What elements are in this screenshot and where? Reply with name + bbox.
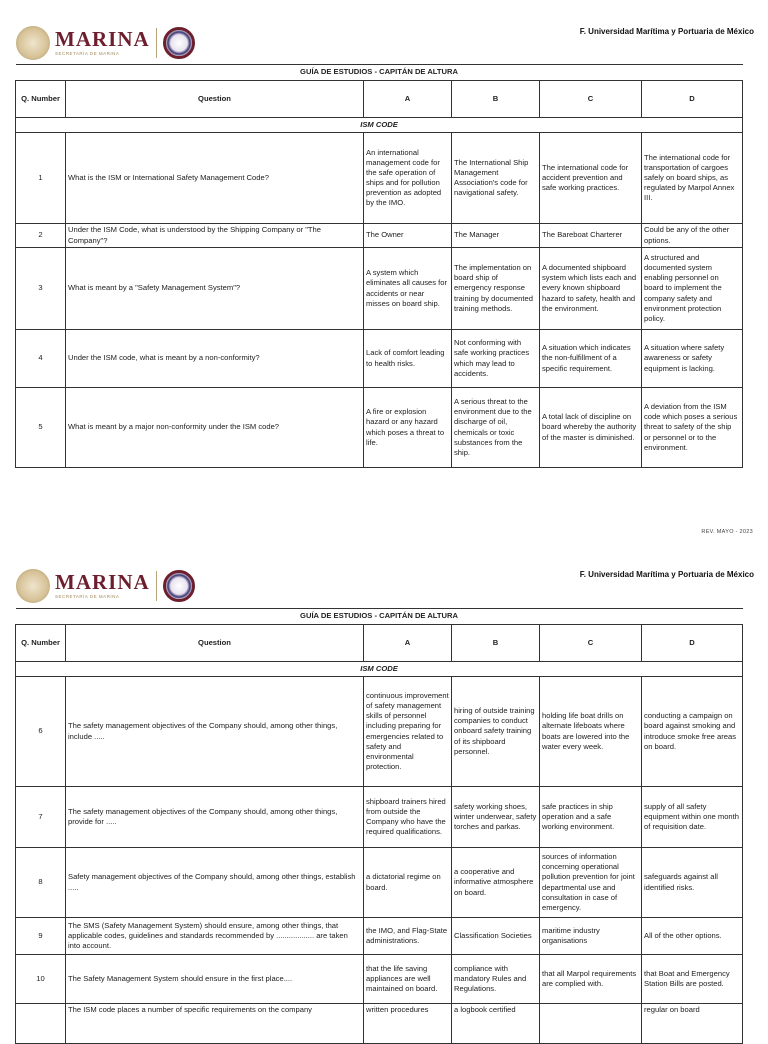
question-number: 6 <box>16 677 66 787</box>
table-row <box>16 330 743 388</box>
option-a: shipboard trainers hired from outside the Company who have the required qualifications. <box>364 787 452 848</box>
logo-divider <box>156 571 157 601</box>
option-b: compliance with mandatory Rules and Regulations. <box>452 955 540 1004</box>
question-number: 2 <box>16 224 66 248</box>
question-number: 9 <box>16 918 66 955</box>
option-c: safe practices in ship operation and a safe working environment. <box>540 787 642 848</box>
option-b: Classification Societies <box>452 918 540 955</box>
question-text: The Safety Management System should ensure in the first place.... <box>66 955 364 1004</box>
option-c: The international code for accident prevention and safe working practices. <box>540 133 642 224</box>
question-text: What is meant by a major non-conformity under the ISM code? <box>66 388 364 468</box>
option-a: A system which eliminates all causes for accidents or near misses on board ship. <box>364 248 452 330</box>
option-a: A fire or explosion hazard or any hazard which poses a threat to life. <box>364 388 452 468</box>
question-text: Safety management objectives of the Company should, among other things, establish ..... <box>66 848 364 918</box>
brand-subtitle: SECRETARÍA DE MARINA <box>55 51 120 57</box>
col-header-qnumber: Q. Number <box>16 625 66 662</box>
option-c: A total lack of discipline on board whereby the authority of the master is diminished. <box>540 388 642 468</box>
table-row <box>16 248 743 330</box>
table-title: GUÍA DE ESTUDIOS - CAPITÁN DE ALTURA <box>16 609 743 625</box>
table-row <box>16 224 743 248</box>
option-d: that Boat and Emergency Station Bills are posted. <box>642 955 743 1004</box>
option-c: sources of information concerning operational pollution prevention for joint departmental use and consultation in case of emergency. <box>540 848 642 918</box>
study-guide-table <box>15 608 743 1044</box>
option-c: that all Marpol requirements are complied with. <box>540 955 642 1004</box>
table-row <box>16 677 743 787</box>
page-header <box>0 0 768 58</box>
option-c: A situation which indicates the non-fulfillment of a specific requirement. <box>540 330 642 388</box>
table-row <box>16 787 743 848</box>
option-a: a dictatorial regime on board. <box>364 848 452 918</box>
col-header-question: Question <box>66 81 364 118</box>
marina-logo <box>16 569 195 603</box>
question-number: 5 <box>16 388 66 468</box>
option-b: a cooperative and informative atmosphere on board. <box>452 848 540 918</box>
option-d: regular on board <box>642 1004 743 1044</box>
question-text: What is meant by a "Safety Management System"? <box>66 248 364 330</box>
option-a: The Owner <box>364 224 452 248</box>
university-emblem-icon <box>163 570 195 602</box>
logo-divider <box>156 28 157 58</box>
option-b: The Manager <box>452 224 540 248</box>
university-name: F. Universidad Marítima y Portuaria de México <box>579 27 754 36</box>
eagle-seal-icon <box>16 26 50 60</box>
table-row <box>16 133 743 224</box>
option-a: the IMO, and Flag-State administrations. <box>364 918 452 955</box>
option-c: A documented shipboard system which lists each and every known shipboard hazard to safety, health and the environment. <box>540 248 642 330</box>
option-a: continuous improvement of safety management skills of personnel including preparing for emergencies related to safety and environmental protection. <box>364 677 452 787</box>
option-d: conducting a campaign on board against smoking and introduce smoke free areas on board. <box>642 677 743 787</box>
document-page-2 <box>0 543 768 1024</box>
table-row <box>16 955 743 1004</box>
col-header-b: B <box>452 81 540 118</box>
revision-note: REV. MAYO - 2023 <box>701 529 753 535</box>
option-b: The International Ship Management Association's code for navigational safety. <box>452 133 540 224</box>
table-title: GUÍA DE ESTUDIOS - CAPITÁN DE ALTURA <box>16 65 743 81</box>
col-header-b: B <box>452 625 540 662</box>
question-number: 4 <box>16 330 66 388</box>
question-number: 7 <box>16 787 66 848</box>
col-header-a: A <box>364 81 452 118</box>
option-d: A situation where safety awareness or safety equipment is lacking. <box>642 330 743 388</box>
brand-subtitle: SECRETARÍA DE MARINA <box>55 594 120 600</box>
option-b: The implementation on board ship of emergency response training by documented training methods. <box>452 248 540 330</box>
option-b: a logbook certified <box>452 1004 540 1044</box>
option-a: written procedures <box>364 1004 452 1044</box>
question-text: The safety management objectives of the Company should, among other things, include ..... <box>66 677 364 787</box>
option-a: An international management code for the safe operation of ships and for pollution prevention as adopted by the IMO. <box>364 133 452 224</box>
question-text: Under the ISM code, what is meant by a non-conformity? <box>66 330 364 388</box>
option-b: hiring of outside training companies to conduct onboard safety training of its shipboard personnel. <box>452 677 540 787</box>
question-number: 8 <box>16 848 66 918</box>
question-number: 1 <box>16 133 66 224</box>
col-header-a: A <box>364 625 452 662</box>
table-row <box>16 918 743 955</box>
brand-name: MARINA <box>55 570 150 595</box>
option-b: Not conforming with safe working practices which may lead to accidents. <box>452 330 540 388</box>
option-c: The Bareboat Charterer <box>540 224 642 248</box>
option-a: that the life saving appliances are well maintained on board. <box>364 955 452 1004</box>
option-b: safety working shoes, winter underwear, safety torches and parkas. <box>452 787 540 848</box>
section-title: ISM CODE <box>16 662 743 677</box>
brand-name: MARINA <box>55 27 150 52</box>
question-text: Under the ISM Code, what is understood by the Shipping Company or "The Company"? <box>66 224 364 248</box>
question-number: 10 <box>16 955 66 1004</box>
option-c: holding life boat drills on alternate lifeboats where boats are lowered into the water every week. <box>540 677 642 787</box>
table-row <box>16 848 743 918</box>
option-d: The international code for transportation of cargoes safely on board ships, as regulated by Marpol Annex III. <box>642 133 743 224</box>
col-header-qnumber: Q. Number <box>16 81 66 118</box>
question-text: The SMS (Safety Management System) should ensure, among other things, that applicable codes, guidelines and standards recommended by .................. are taken into account. <box>66 918 364 955</box>
option-d: All of the other options. <box>642 918 743 955</box>
university-name: F. Universidad Marítima y Portuaria de México <box>579 570 754 579</box>
marina-logo <box>16 26 195 60</box>
col-header-c: C <box>540 81 642 118</box>
option-c: maritime industry organisations <box>540 918 642 955</box>
question-text: What is the ISM or International Safety Management Code? <box>66 133 364 224</box>
option-d: A structured and documented system enabling personnel on board to implement the company safety and environment protection policy. <box>642 248 743 330</box>
university-emblem-icon <box>163 27 195 59</box>
col-header-question: Question <box>66 625 364 662</box>
option-d: safeguards against all identified risks. <box>642 848 743 918</box>
eagle-seal-icon <box>16 569 50 603</box>
question-text: The ISM code places a number of specific requirements on the company <box>66 1004 364 1044</box>
option-d: Could be any of the other options. <box>642 224 743 248</box>
question-number: 3 <box>16 248 66 330</box>
section-title: ISM CODE <box>16 118 743 133</box>
col-header-d: D <box>642 625 743 662</box>
study-guide-table <box>15 64 743 468</box>
table-row <box>16 388 743 468</box>
page-header <box>0 543 768 601</box>
option-a: Lack of comfort leading to health risks. <box>364 330 452 388</box>
option-b: A serious threat to the environment due to the discharge of oil, chemicals or toxic substances from the ship. <box>452 388 540 468</box>
question-text: The safety management objectives of the Company should, among other things, provide for ..... <box>66 787 364 848</box>
option-d: supply of all safety equipment within one month of requisition date. <box>642 787 743 848</box>
option-d: A deviation from the ISM code which poses a serious threat to safety of the ship or personnel or to the environment. <box>642 388 743 468</box>
col-header-c: C <box>540 625 642 662</box>
col-header-d: D <box>642 81 743 118</box>
